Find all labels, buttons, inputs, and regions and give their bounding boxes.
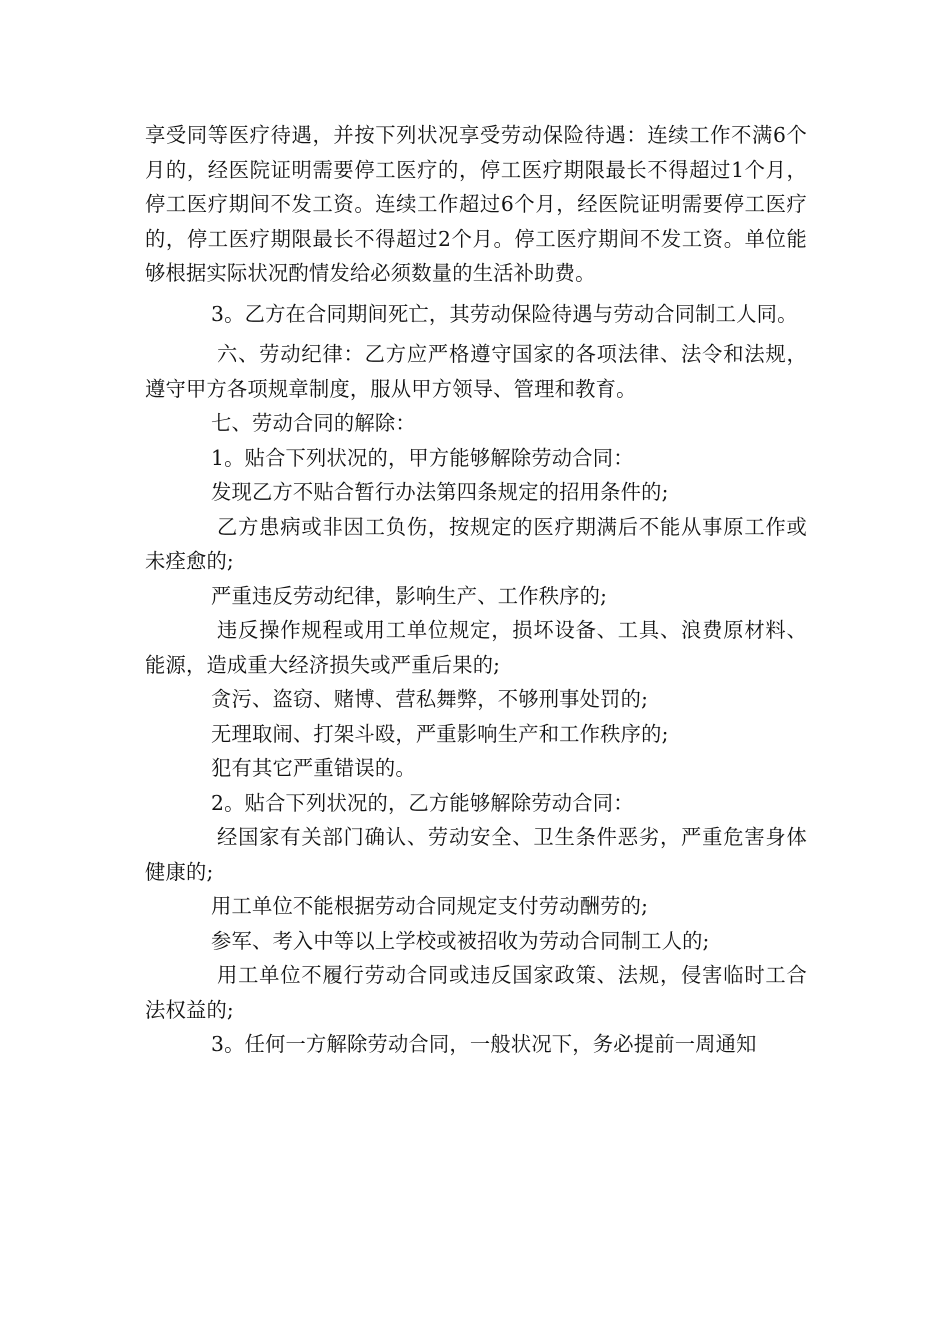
paragraph-employer-termination: 1。贴合下列状况的，甲方能够解除劳动合同： xyxy=(211,445,634,470)
paragraph-death-insurance: 3。乙方在合同期间死亡，其劳动保险待遇与劳动合同制工人同。 xyxy=(211,301,798,326)
paragraph-employee-termination: 2。贴合下列状况的，乙方能够解除劳动合同： xyxy=(211,790,634,815)
list-item: 经国家有关部门确认、劳动安全、卫生条件恶劣，严重危害身体健康的; xyxy=(145,825,807,884)
list-item: 发现乙方不贴合暂行办法第四条规定的招用条件的; xyxy=(211,480,669,504)
list-item: 贪污、盗窃、赌博、营私舞弊，不够刑事处罚的; xyxy=(211,687,649,711)
list-item: 无理取闹、打架斗殴，严重影响生产和工作秩序的; xyxy=(211,721,669,746)
paragraph-medical-treatment: 享受同等医疗待遇，并按下列状况享受劳动保险待遇：连续工作不满6个月的，经医院证明需要停工医疗的，停工医疗期限最长不得超过1个月，停工医疗期间不发工资。连续工作超过6个月，经医院证明需要停工医疗的，停工医疗期限最长不得超过2个月。停工医疗期间不发工资。单位能够根据实际状况酌情发给必须数量的生活补助费。 xyxy=(145,123,807,285)
list-item: 用工单位不履行劳动合同或违反国家政策、法规，侵害临时工合法权益的; xyxy=(145,963,807,1022)
paragraph-termination-notice: 3。任何一方解除劳动合同，一般状况下，务必提前一周通知 xyxy=(211,1032,757,1056)
list-item: 用工单位不能根据劳动合同规定支付劳动酬劳的; xyxy=(211,894,649,918)
list-item: 严重违反劳动纪律，影响生产、工作秩序的; xyxy=(211,583,608,608)
list-item: 犯有其它严重错误的。 xyxy=(211,756,416,780)
document-body xyxy=(145,118,807,1062)
list-item: 参军、考入中等以上学校或被招收为劳动合同制工人的; xyxy=(211,928,710,953)
paragraph-labor-discipline: 六、劳动纪律：乙方应严格遵守国家的各项法律、法令和法规，遵守甲方各项规章制度，服从甲方领导、管理和教育。 xyxy=(145,342,807,401)
list-item: 违反操作规程或用工单位规定，损坏设备、工具、浪费原材料、能源，造成重大经济损失或严重后果的; xyxy=(145,618,807,677)
list-item: 乙方患病或非因工负伤，按规定的医疗期满后不能从事原工作或未痊愈的; xyxy=(145,514,807,573)
paragraph-contract-termination-heading: 七、劳动合同的解除： xyxy=(211,411,416,435)
